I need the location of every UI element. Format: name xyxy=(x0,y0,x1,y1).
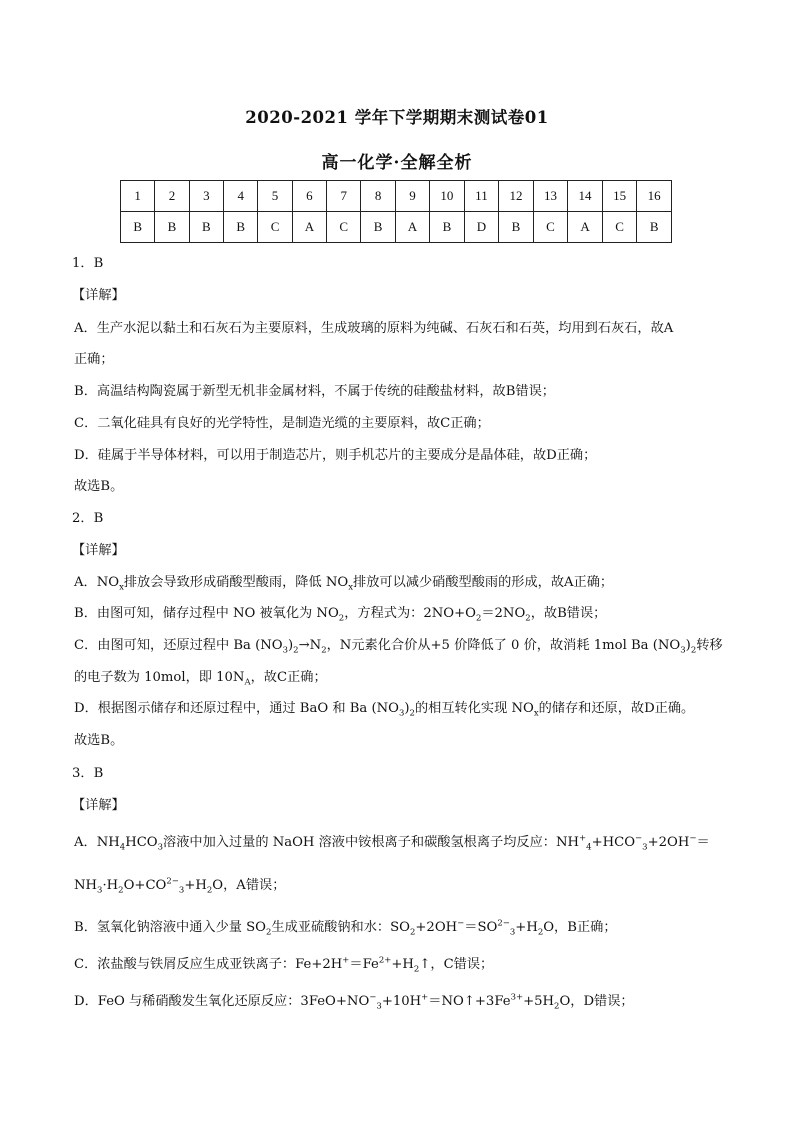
subscript: 2 xyxy=(475,613,482,624)
answer-cell: B xyxy=(155,212,189,243)
text: +H xyxy=(515,920,538,935)
question-number-cell: 10 xyxy=(430,181,465,212)
question-2-heading: 2．B xyxy=(72,511,104,526)
answer-cell: B xyxy=(189,212,223,243)
question-1-conclusion: 故选B。 xyxy=(74,479,124,494)
question-number-cell: 9 xyxy=(395,181,429,212)
text: +2OH xyxy=(415,920,458,935)
superscript: − xyxy=(689,833,697,844)
question-number-cell: 8 xyxy=(361,181,395,212)
question-number-cell: 6 xyxy=(292,181,326,212)
subscript: 3 xyxy=(178,885,185,896)
subscript: x xyxy=(348,582,354,593)
subscript: 3 xyxy=(157,842,164,853)
text: HCO xyxy=(125,835,158,850)
superscript: − xyxy=(635,833,643,844)
question-3-option-a-cont xyxy=(74,874,286,896)
superscript: + xyxy=(342,955,350,966)
question-number-cell: 2 xyxy=(155,181,189,212)
question-2-detail-label: 【详解】 xyxy=(72,543,125,558)
subscript: 2 xyxy=(293,645,299,656)
answer-cell: C xyxy=(602,212,637,243)
text: O+CO xyxy=(123,878,167,893)
superscript: + xyxy=(579,833,587,844)
question-1-option-c: C．二氧化硅具有良好的光学特性，是制造光缆的主要原料，故C正确； xyxy=(74,416,490,431)
subscript: 2 xyxy=(413,964,420,975)
question-number-cell: 1 xyxy=(121,181,155,212)
text: ＝NO↑+3Fe xyxy=(428,994,511,1009)
subscript: 2 xyxy=(321,645,327,656)
text: 的电子数为 10mol，即 10N xyxy=(74,670,245,685)
question-2-option-d xyxy=(74,697,695,719)
question-1-detail-label: 【详解】 xyxy=(72,288,125,303)
text: B．氢氧化钠溶液中通入少量 SO xyxy=(74,920,266,935)
question-1-option-a-cont: 正确； xyxy=(74,352,114,367)
question-number-cell: 13 xyxy=(533,181,568,212)
text: 转移 xyxy=(696,638,723,653)
subscript: 2 xyxy=(690,645,697,656)
text: ，N元素化合价从+5 价降低了 0 价，故消耗 1mol Ba (NO xyxy=(326,638,681,653)
text: D．根据图示储存和还原过程中，通过 BaO 和 Ba (NO xyxy=(74,701,399,716)
subscript: 2 xyxy=(409,927,416,938)
superscript: 3+ xyxy=(510,992,524,1003)
question-2-option-c xyxy=(74,634,723,656)
text: C．由图可知，还原过程中 Ba (NO xyxy=(74,638,283,653)
text: ＝2NO xyxy=(481,606,526,621)
text: 的储存和还原，故D正确。 xyxy=(538,701,695,716)
superscript: 2+ xyxy=(378,955,392,966)
text: →N xyxy=(298,638,322,653)
text: +5H xyxy=(523,994,555,1009)
text: +2OH xyxy=(647,835,690,850)
question-3-heading: 3．B xyxy=(72,766,104,781)
question-number-cell: 7 xyxy=(327,181,361,212)
text: +10H xyxy=(381,994,422,1009)
text: O，D错误； xyxy=(559,994,634,1009)
text: ＝Fe xyxy=(349,957,379,972)
question-number-cell: 3 xyxy=(189,181,223,212)
answer-cell: C xyxy=(533,212,568,243)
text: 生成亚硫酸钠和水：SO xyxy=(271,920,410,935)
subscript: 4 xyxy=(586,842,592,853)
text: NH xyxy=(74,878,98,893)
answer-cell: B xyxy=(430,212,465,243)
text: A．NH xyxy=(74,835,120,850)
superscript: 2− xyxy=(166,876,179,887)
question-2-option-c-cont xyxy=(74,666,327,688)
question-1-option-a: A．生产水泥以黏土和石灰石为主要原料，生成玻璃的原料为纯碱、石灰石和石英，均用到石灰石，故A xyxy=(74,321,674,336)
subscript: 3 xyxy=(680,645,686,656)
question-1-option-b: B．高温结构陶瓷属于新型无机非金属材料，不属于传统的硅酸盐材料，故B错误； xyxy=(74,384,555,399)
subscript: 2 xyxy=(537,927,544,938)
text: O，B正确； xyxy=(543,920,617,935)
text: ) xyxy=(685,638,691,653)
question-3-option-d xyxy=(74,990,634,1012)
text: ，方程式为：2NO+O xyxy=(344,606,476,621)
subscript: 2 xyxy=(265,927,272,938)
question-number-cell: 5 xyxy=(258,181,292,212)
text: ＝ xyxy=(696,835,710,850)
answer-table-number-row xyxy=(121,181,672,212)
question-1-heading: 1．B xyxy=(72,256,104,271)
text: ) xyxy=(404,701,410,716)
subscript: 3 xyxy=(398,708,405,719)
answer-cell: B xyxy=(499,212,534,243)
text: +HCO xyxy=(591,835,636,850)
answer-cell: D xyxy=(464,212,499,243)
answer-cell: B xyxy=(224,212,258,243)
text: 的相互转化实现 NO xyxy=(414,701,534,716)
text: ，故B错误； xyxy=(530,606,607,621)
superscript: 2− xyxy=(497,918,510,929)
question-number-cell: 14 xyxy=(568,181,603,212)
question-3-option-b xyxy=(74,916,617,938)
question-3-option-c xyxy=(74,953,494,975)
question-number-cell: 12 xyxy=(499,181,534,212)
text: ) xyxy=(288,638,294,653)
subscript: 3 xyxy=(509,927,516,938)
answer-cell: A xyxy=(395,212,429,243)
question-1-option-d: D．硅属于半导体材料，可以用于制造芯片，则手机芯片的主要成分是晶体硅，故D正确； xyxy=(74,448,597,463)
page-subtitle: 高一化学·全解全析 xyxy=(321,153,473,173)
answer-cell: B xyxy=(637,212,672,243)
text: B．由图可知，储存过程中 NO 被氧化为 NO xyxy=(74,606,339,621)
subscript: 2 xyxy=(525,613,531,624)
subscript: A xyxy=(244,677,251,688)
question-2-option-a xyxy=(74,571,614,593)
answer-cell: C xyxy=(258,212,292,243)
subscript: x xyxy=(119,582,124,593)
question-3-detail-label: 【详解】 xyxy=(72,798,125,813)
answer-cell: B xyxy=(361,212,395,243)
question-2-conclusion: 故选B。 xyxy=(74,733,124,748)
subscript: 2 xyxy=(338,613,345,624)
text: 排放可以减少硝酸型酸雨的形成，故A正确； xyxy=(353,575,614,590)
text: ，故C正确； xyxy=(250,670,327,685)
question-number-cell: 15 xyxy=(602,181,637,212)
question-2-option-b xyxy=(74,602,607,624)
subscript: 2 xyxy=(118,885,124,896)
subscript: 4 xyxy=(119,842,126,853)
text: +H xyxy=(184,878,207,893)
answer-cell: B xyxy=(121,212,155,243)
text: A．NO xyxy=(74,575,120,590)
question-3-option-a xyxy=(74,831,710,853)
text: D．FeO 与稀硝酸发生氧化还原反应：3FeO+NO xyxy=(74,994,370,1009)
page-title: 2020-2021 学年下学期期末测试卷01 xyxy=(245,108,549,127)
subscript: 2 xyxy=(554,1001,560,1012)
subscript: 3 xyxy=(376,1001,382,1012)
answer-cell: A xyxy=(568,212,603,243)
question-number-cell: 16 xyxy=(637,181,672,212)
text: ＝SO xyxy=(464,920,498,935)
superscript: − xyxy=(369,992,377,1003)
subscript: 3 xyxy=(282,645,289,656)
text: ↑，C错误； xyxy=(419,957,494,972)
subscript: 3 xyxy=(97,885,103,896)
text: +H xyxy=(391,957,414,972)
superscript: − xyxy=(457,918,465,929)
text: C．浓盐酸与铁屑反应生成亚铁离子：Fe+2H xyxy=(74,957,343,972)
text: O，A错误； xyxy=(212,878,286,893)
subscript: 3 xyxy=(642,842,648,853)
text: 排放会导致形成硝酸型酸雨，降低 NO xyxy=(123,575,349,590)
answer-cell: C xyxy=(327,212,361,243)
text: 溶液中加入过量的 NaOH 溶液中铵根离子和碳酸氢根离子均反应：NH xyxy=(163,835,580,850)
answer-table xyxy=(120,180,672,243)
superscript: + xyxy=(421,992,429,1003)
text: ·H xyxy=(102,878,119,893)
answer-table-answer-row xyxy=(121,212,672,243)
question-number-cell: 4 xyxy=(224,181,258,212)
answer-cell: A xyxy=(292,212,326,243)
subscript: 2 xyxy=(409,708,415,719)
subscript: 2 xyxy=(206,885,213,896)
subscript: x xyxy=(533,708,539,719)
question-number-cell: 11 xyxy=(464,181,499,212)
